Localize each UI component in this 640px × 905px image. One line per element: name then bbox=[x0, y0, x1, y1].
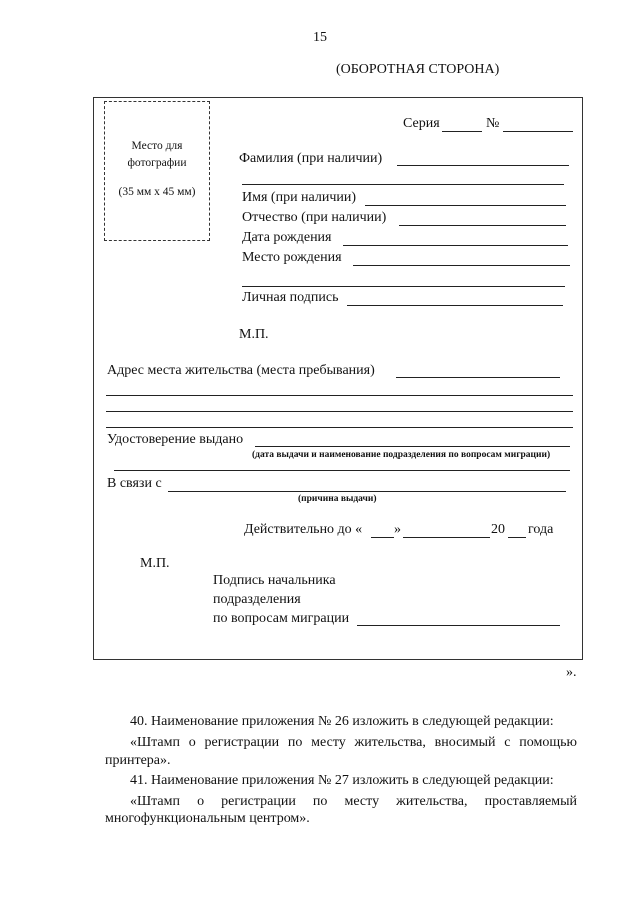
reason-hint: (причина выдачи) bbox=[298, 494, 377, 504]
birth-place-field[interactable] bbox=[353, 265, 570, 266]
valid-quote: » bbox=[394, 522, 401, 537]
chief-signature-field[interactable] bbox=[357, 625, 560, 626]
series-label: Серия bbox=[403, 116, 440, 131]
photo-box-line3: (35 мм х 45 мм) bbox=[118, 186, 196, 198]
surname-label: Фамилия (при наличии) bbox=[239, 151, 383, 166]
valid-year-prefix: 20 bbox=[491, 522, 505, 537]
name-field[interactable] bbox=[365, 205, 566, 206]
address-field-2[interactable] bbox=[106, 395, 573, 396]
issued-label: Удостоверение выдано bbox=[107, 432, 244, 447]
address-field-3[interactable] bbox=[106, 411, 573, 412]
issued-field-2[interactable] bbox=[114, 470, 570, 471]
valid-day-field[interactable] bbox=[371, 537, 394, 538]
name-label: Имя (при наличии) bbox=[242, 190, 357, 205]
birth-date-label: Дата рождения bbox=[242, 230, 332, 245]
address-field[interactable] bbox=[396, 377, 560, 378]
chief-line2: подразделения bbox=[213, 592, 301, 607]
surname-field[interactable] bbox=[397, 165, 569, 166]
stamp-1: М.П. bbox=[239, 327, 269, 342]
birth-date-field[interactable] bbox=[343, 245, 568, 246]
photo-box bbox=[104, 101, 210, 241]
photo-box-line2: фотографии bbox=[127, 157, 187, 169]
issued-hint: (дата выдачи и наименование подразделения по вопросам миграции) bbox=[252, 450, 551, 460]
paragraph-41-text-line1: «Штамп о регистрации по месту жительства, проставляемый bbox=[130, 794, 577, 809]
signature-field[interactable] bbox=[347, 305, 563, 306]
valid-month-field[interactable] bbox=[403, 537, 490, 538]
birth-place-field-2[interactable] bbox=[242, 286, 565, 287]
chief-line3: по вопросам миграции bbox=[213, 611, 350, 626]
chief-line1: Подпись начальника bbox=[213, 573, 336, 588]
photo-box-line1: Место для bbox=[131, 140, 183, 152]
address-field-4[interactable] bbox=[106, 427, 573, 428]
patronymic-label: Отчество (при наличии) bbox=[242, 210, 387, 225]
closing-quote: ». bbox=[566, 665, 577, 680]
number-label: № bbox=[486, 116, 500, 131]
series-field[interactable] bbox=[442, 131, 482, 132]
paragraph-41-title: 41. Наименование приложения № 27 изложить в следующей редакции: bbox=[130, 773, 554, 788]
valid-suffix: года bbox=[528, 522, 554, 537]
address-label: Адрес места жительства (места пребывания) bbox=[107, 363, 375, 378]
patronymic-field[interactable] bbox=[399, 225, 566, 226]
paragraph-40-title: 40. Наименование приложения № 26 изложить в следующей редакции: bbox=[130, 714, 554, 729]
paragraph-41-text-line2: многофункциональным центром». bbox=[105, 811, 310, 826]
valid-year-field[interactable] bbox=[508, 537, 526, 538]
paragraph-40-text-line1: «Штамп о регистрации по месту жительства, вносимый с помощью bbox=[130, 735, 577, 750]
reason-label: В связи с bbox=[107, 476, 162, 491]
birth-place-label: Место рождения bbox=[242, 250, 342, 265]
number-field[interactable] bbox=[503, 131, 573, 132]
paragraph-40-text-line2: принтера». bbox=[105, 753, 171, 768]
issued-field[interactable] bbox=[255, 446, 570, 447]
surname-field-2[interactable] bbox=[242, 184, 564, 185]
signature-label: Личная подпись bbox=[242, 290, 339, 305]
page-number: 15 bbox=[313, 30, 327, 45]
stamp-2: М.П. bbox=[140, 556, 170, 571]
valid-prefix: Действительно до « bbox=[244, 522, 363, 537]
reason-field[interactable] bbox=[168, 491, 566, 492]
page-heading: (ОБОРОТНАЯ СТОРОНА) bbox=[336, 62, 500, 77]
